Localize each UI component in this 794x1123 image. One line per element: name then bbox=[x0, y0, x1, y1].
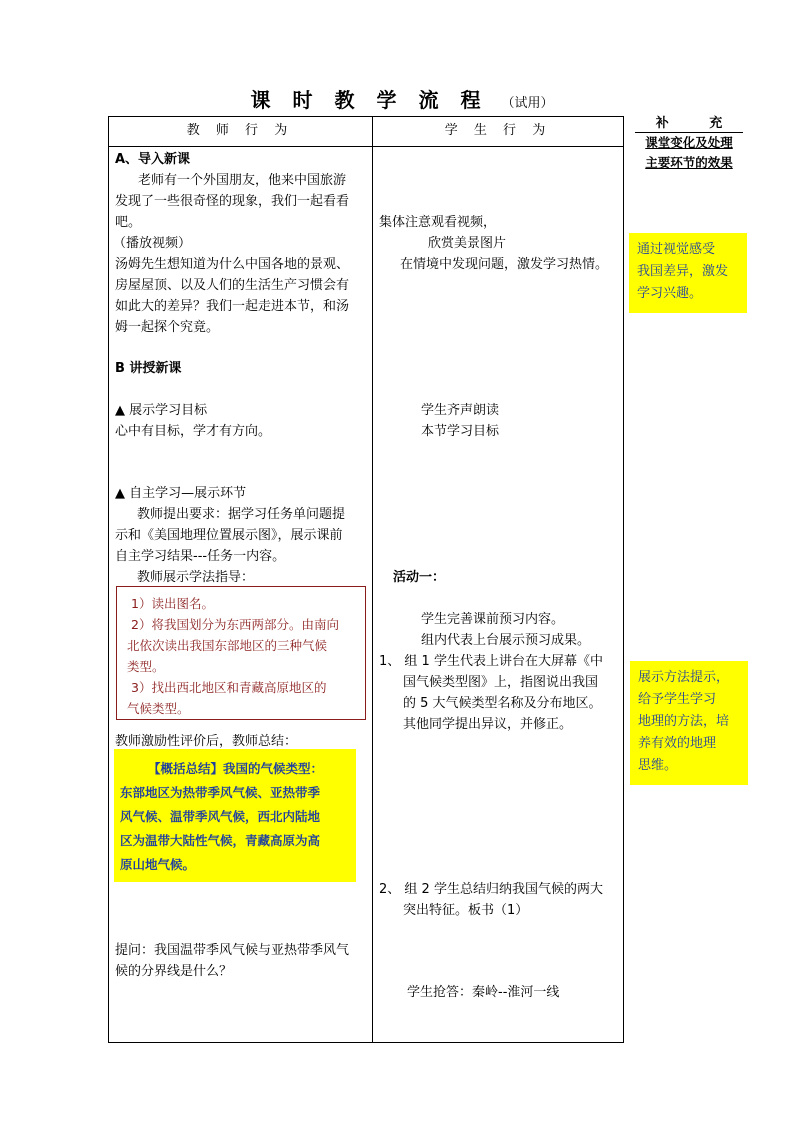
intro-line: 发现了一些很奇怪的现象，我们一起看看 bbox=[115, 194, 350, 209]
student-read: 学生齐声朗读 bbox=[421, 403, 500, 418]
group2-line: 2、 组 2 学生总结归纳我国气候的两大 bbox=[379, 882, 603, 897]
page-title bbox=[0, 84, 794, 113]
group2-line: 突出特征。板书（1） bbox=[403, 903, 529, 918]
group1-line: 其他同学提出异议，并修正。 bbox=[403, 717, 573, 732]
evaluation-note: 教师激励性评价后，教师总结： bbox=[115, 734, 298, 749]
side-note-method bbox=[630, 661, 748, 785]
self-study-line: 示和《美国地理位置展示图》，展示课前 bbox=[115, 528, 343, 543]
title-char: 时 bbox=[292, 88, 315, 112]
student-situation: 在情境中发现问题，激发学习热情。 bbox=[400, 257, 609, 272]
intro-line: 吧。 bbox=[115, 215, 142, 230]
tom-line: 房屋屋顶、以及人们的生活生产习惯会有 bbox=[115, 278, 350, 293]
question-line: 提问：我国温带季风气候与亚热带季风气 bbox=[115, 943, 350, 958]
section-a-heading: A、导入新课 bbox=[115, 152, 191, 167]
method-item: 北依次读出我国东部地区的三种气候 bbox=[127, 638, 328, 653]
summary-line: 东部地区为热带季风气候、亚热带季 bbox=[120, 785, 321, 800]
summary-line: 风气候、温带季风气候，西北内陆地 bbox=[120, 809, 321, 824]
group1-line: 国气候类型图》上，指图说出我国 bbox=[403, 675, 599, 690]
tom-line: 汤姆先生想知道为什么中国各地的景观、 bbox=[115, 257, 350, 272]
self-study-line: 自主学习结果---任务一内容。 bbox=[115, 549, 286, 564]
side-note-line: 地理的方法，培 bbox=[638, 714, 730, 729]
title-char: 课 bbox=[250, 88, 273, 112]
side-note-visual bbox=[629, 233, 747, 313]
student-watch: 集体注意观看视频， bbox=[379, 215, 497, 230]
column-divider bbox=[372, 116, 373, 1043]
summary-line: 区为温带大陆性气候，青藏高原为高 bbox=[120, 833, 321, 848]
side-note-line: 我国差异，激发 bbox=[637, 264, 729, 279]
method-item: 2）将我国划分为东西两部分。由南向 bbox=[131, 617, 339, 632]
title-char: 程 bbox=[460, 88, 483, 112]
question-line: 候的分界线是什么？ bbox=[115, 964, 233, 979]
method-heading: 教师展示学法指导： bbox=[137, 570, 255, 585]
student-read: 本节学习目标 bbox=[421, 424, 500, 439]
side-note-line: 思维。 bbox=[638, 758, 678, 773]
student-column-header: 学 生 行 为 bbox=[444, 123, 552, 138]
header-divider bbox=[108, 146, 624, 147]
self-study-line: 教师提出要求：据学习任务单问题提 bbox=[137, 507, 346, 522]
tom-line: 姆一起探个究竟。 bbox=[115, 320, 220, 335]
method-item: 类型。 bbox=[127, 659, 165, 674]
student-enjoy: 欣赏美景图片 bbox=[428, 236, 507, 251]
method-item: 1）读出图名。 bbox=[131, 596, 214, 611]
title-char: 学 bbox=[376, 88, 399, 112]
group1-line: 的 5 大气候类型名称及分布地区。 bbox=[403, 696, 602, 711]
side-header bbox=[635, 116, 743, 173]
summary-line: 原山地气候。 bbox=[120, 857, 196, 872]
teacher-column-header: 教 师 行 为 bbox=[186, 123, 294, 138]
side-note-line: 通过视觉感受 bbox=[637, 242, 716, 257]
student-answer: 学生抢答：秦岭--淮河一线 bbox=[407, 985, 560, 1000]
goal-text: 心中有目标，学才有方向。 bbox=[115, 424, 272, 439]
summary-box bbox=[114, 749, 356, 882]
side-header-sub2: 主要环节的效果 bbox=[645, 155, 733, 170]
student-prep: 学生完善课前预习内容。 bbox=[421, 612, 565, 627]
video-note: （播放视频） bbox=[113, 236, 192, 251]
method-guide-box bbox=[116, 586, 366, 720]
side-header-title: 补 充 bbox=[635, 116, 743, 133]
title-note: （试用） bbox=[501, 96, 554, 111]
intro-line: 老师有一个外国朋友，他来中国旅游 bbox=[138, 173, 347, 188]
activity-heading: 活动一： bbox=[393, 570, 446, 585]
side-header-sub1: 课堂变化及处理 bbox=[645, 135, 733, 150]
group1-line: 1、 组 1 学生代表上讲台在大屏幕《中 bbox=[379, 654, 603, 669]
goal-title: ▲ 展示学习目标 bbox=[115, 403, 208, 418]
summary-line: 【概括总结】我国的气候类型： bbox=[148, 761, 324, 776]
tom-line: 如此大的差异？我们一起走进本节，和汤 bbox=[115, 299, 350, 314]
title-char: 教 bbox=[334, 88, 357, 112]
side-note-line: 养有效的地理 bbox=[638, 736, 717, 751]
section-b-heading: B 讲授新课 bbox=[115, 361, 182, 376]
side-note-line: 学习兴趣。 bbox=[637, 286, 703, 301]
self-study-title: ▲ 自主学习—展示环节 bbox=[115, 486, 247, 501]
side-note-line: 展示方法提示， bbox=[638, 670, 730, 685]
method-item: 3）找出西北地区和青藏高原地区的 bbox=[131, 680, 327, 695]
method-item: 气候类型。 bbox=[127, 701, 190, 716]
title-char: 流 bbox=[418, 88, 441, 112]
side-note-line: 给予学生学习 bbox=[638, 692, 717, 707]
student-prep: 组内代表上台展示预习成果。 bbox=[421, 633, 591, 648]
